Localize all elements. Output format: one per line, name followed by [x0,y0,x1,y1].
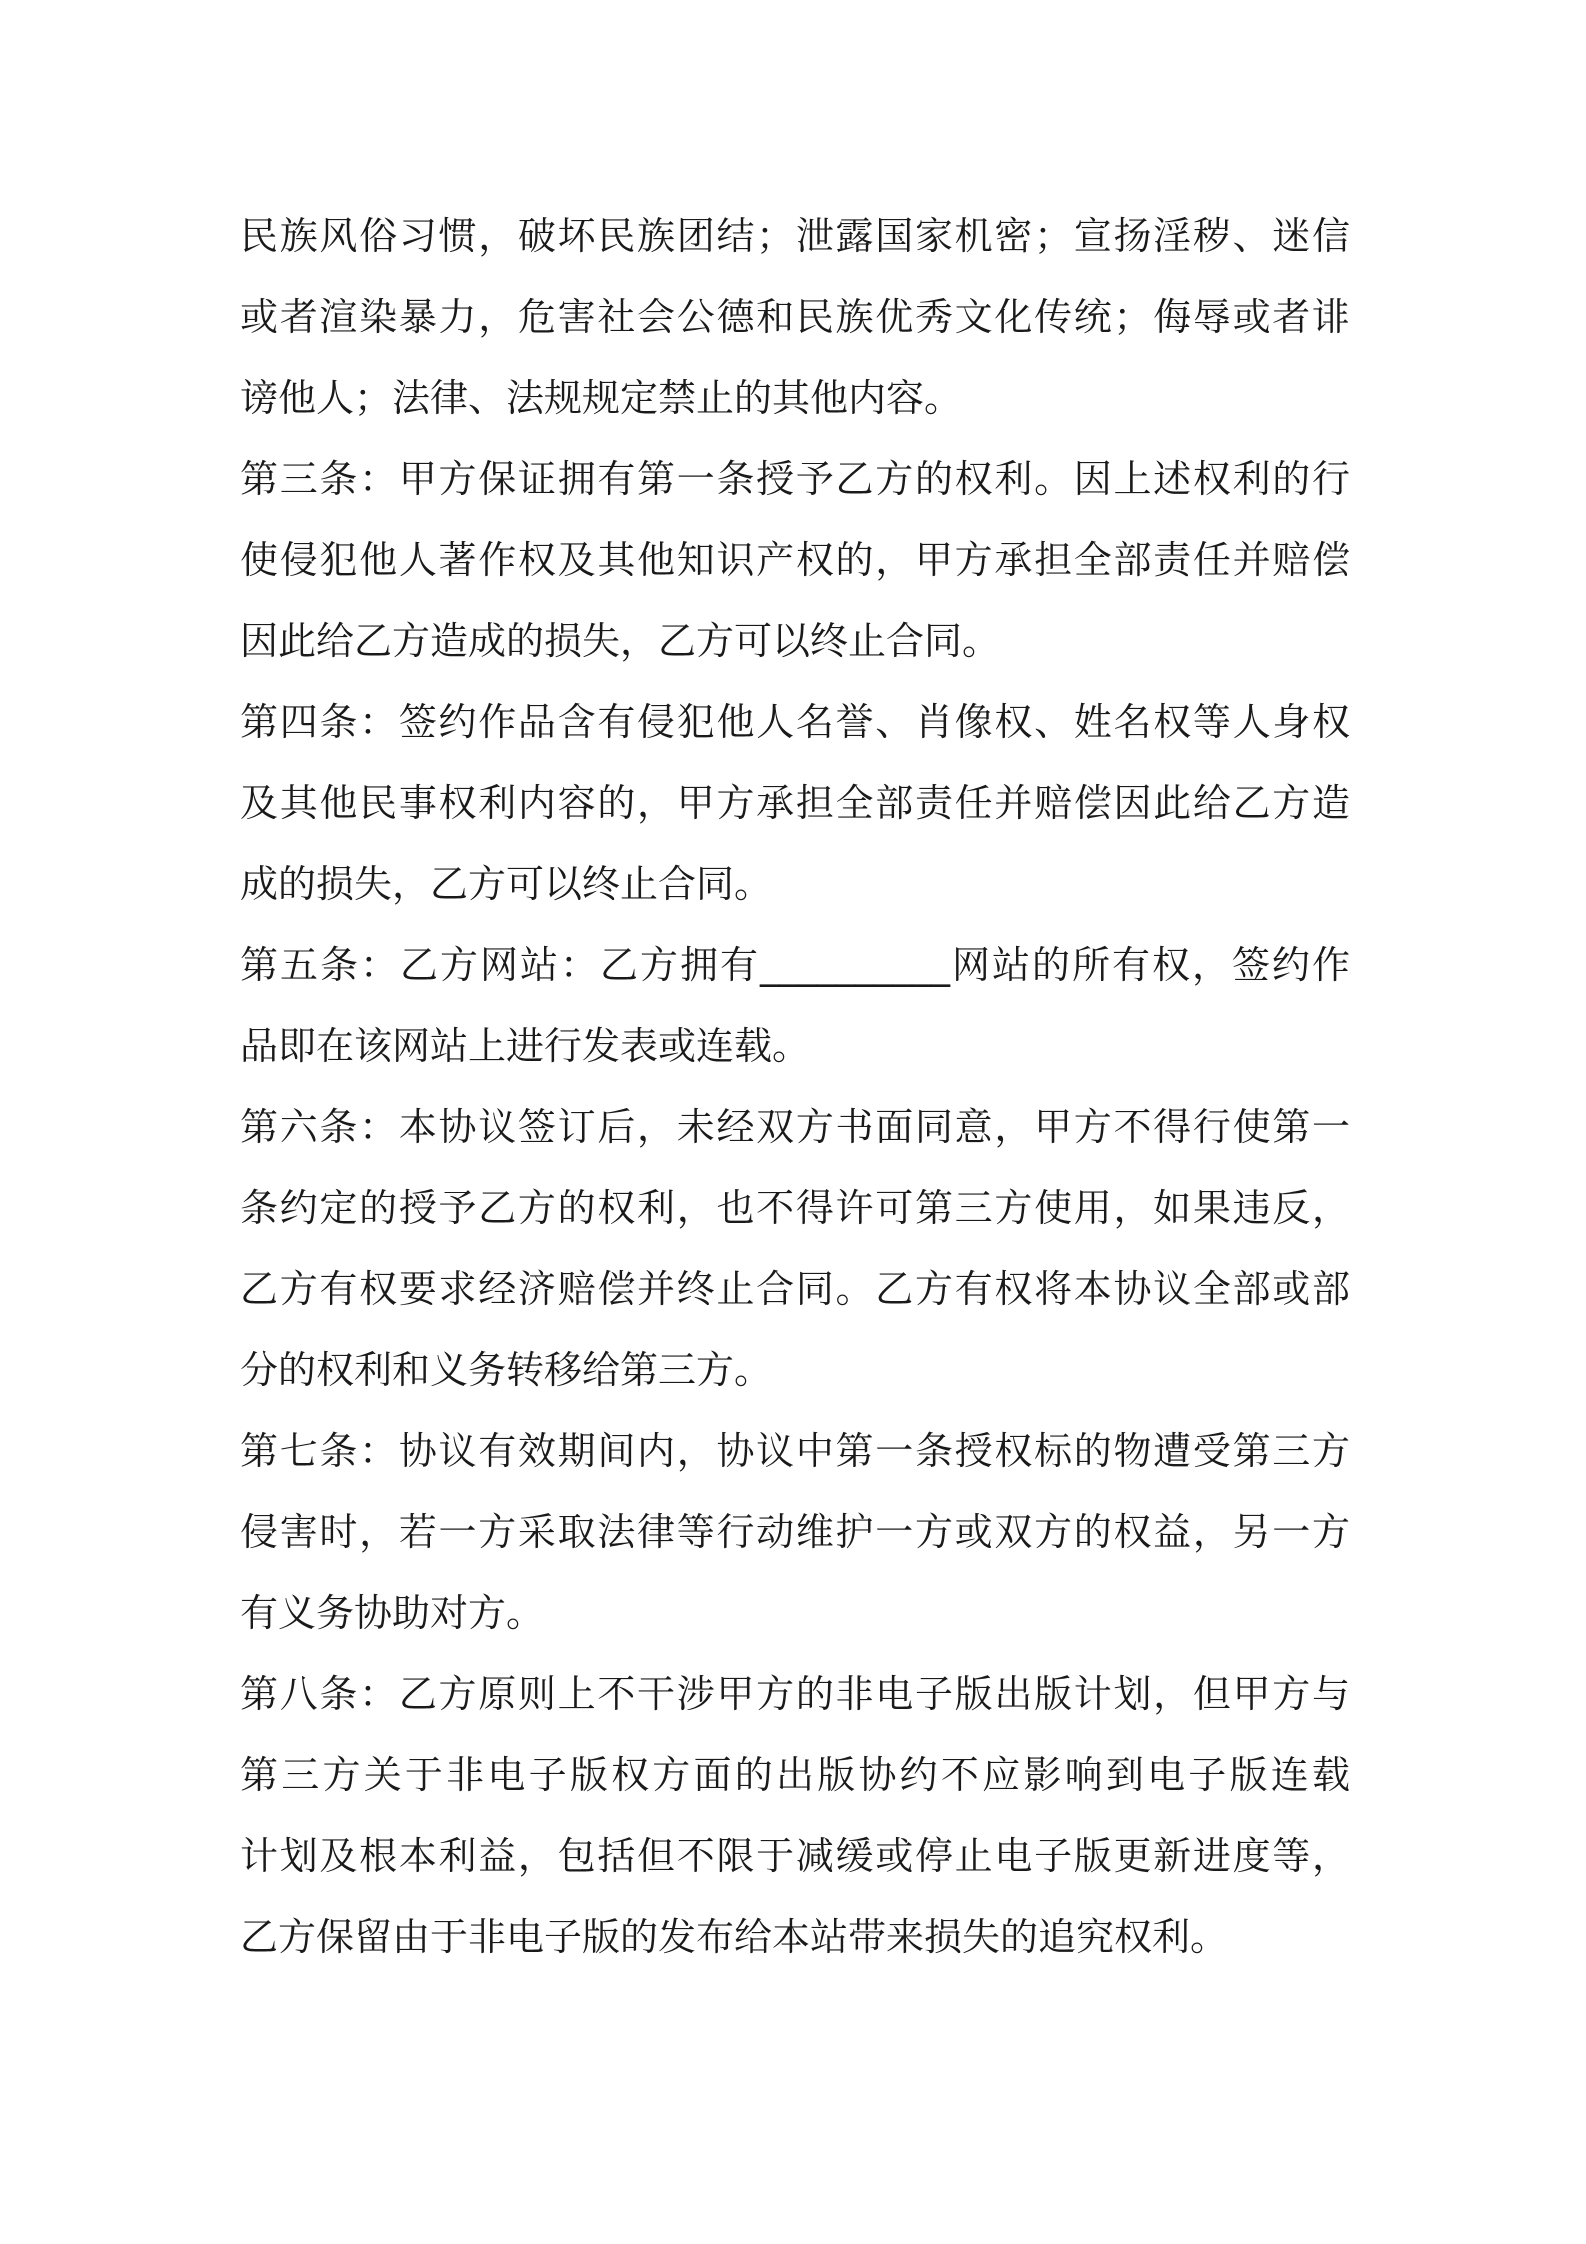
body-line: 有义务协助对方。 [240,1591,545,1635]
body-line: 第五条：乙方网站：乙方拥有__________网站的所有权，签约作 [240,943,1350,987]
body-line: 第四条：签约作品含有侵犯他人名誉、肖像权、姓名权等人身权 [240,700,1350,744]
body-line: 第七条：协议有效期间内，协议中第一条授权标的物遭受第三方 [240,1429,1350,1473]
body-line: 及其他民事权利内容的，甲方承担全部责任并赔偿因此给乙方造 [240,781,1350,825]
body-line: 计划及根本利益，包括但不限于减缓或停止电子版更新进度等， [240,1834,1350,1878]
body-line: 民族风俗习惯，破坏民族团结；泄露国家机密；宣扬淫秽、迷信 [240,214,1350,258]
body-line: 或者渲染暴力，危害社会公德和民族优秀文化传统；侮辱或者诽 [240,295,1350,339]
body-line: 第六条：本协议签订后，未经双方书面同意，甲方不得行使第一 [240,1105,1350,1149]
body-line: 第八条：乙方原则上不干涉甲方的非电子版出版计划，但甲方与 [240,1672,1350,1716]
body-line: 乙方保留由于非电子版的发布给本站带来损失的追究权利。 [240,1915,1229,1959]
body-line: 乙方有权要求经济赔偿并终止合同。乙方有权将本协议全部或部 [240,1267,1350,1311]
body-line: 谤他人；法律、法规规定禁止的其他内容。 [240,376,963,420]
body-line: 侵害时，若一方采取法律等行动维护一方或双方的权益，另一方 [240,1510,1350,1554]
body-line: 第三条：甲方保证拥有第一条授予乙方的权利。因上述权利的行 [240,457,1350,501]
document-body [240,196,1350,1978]
body-line: 第三方关于非电子版权方面的出版协约不应影响到电子版连载 [240,1753,1350,1797]
body-line: 品即在该网站上进行发表或连载。 [240,1024,811,1068]
body-line: 使侵犯他人著作权及其他知识产权的，甲方承担全部责任并赔偿 [240,538,1350,582]
body-line: 条约定的授予乙方的权利，也不得许可第三方使用，如果违反， [240,1186,1350,1230]
body-line: 分的权利和义务转移给第三方。 [240,1348,773,1392]
body-line: 因此给乙方造成的损失，乙方可以终止合同。 [240,619,1001,663]
body-line: 成的损失，乙方可以终止合同。 [240,862,773,906]
